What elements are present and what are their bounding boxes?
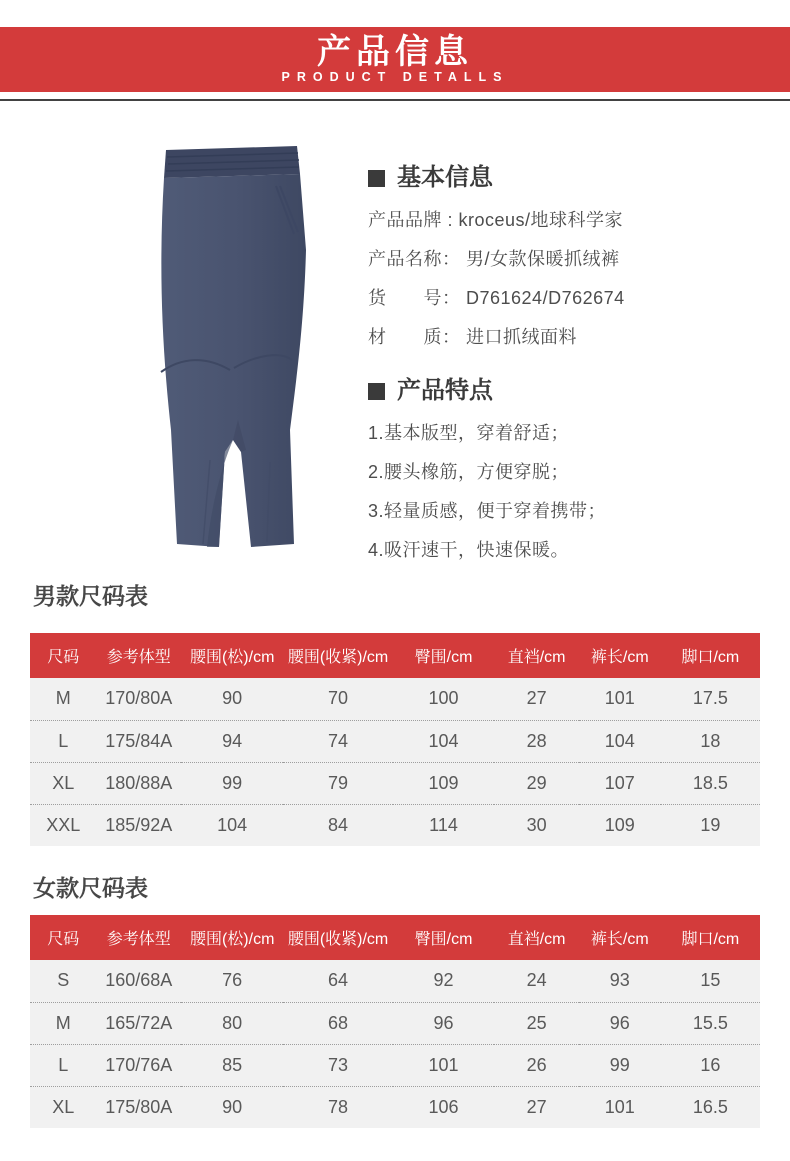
size-cell: 160/68A bbox=[96, 960, 181, 1002]
column-header: 参考体型 bbox=[96, 633, 181, 678]
column-header: 臀围/cm bbox=[393, 633, 494, 678]
size-cell: 29 bbox=[494, 762, 579, 804]
mens-size-table bbox=[30, 633, 760, 846]
banner-title: 产品信息 bbox=[317, 33, 473, 71]
size-cell: 90 bbox=[181, 1086, 283, 1128]
size-cell: 99 bbox=[579, 1044, 661, 1086]
size-cell: 15 bbox=[661, 960, 760, 1002]
features-heading bbox=[368, 377, 780, 405]
size-cell: 16.5 bbox=[661, 1086, 760, 1128]
size-row bbox=[30, 678, 760, 720]
page-banner bbox=[0, 27, 790, 92]
size-charts-section bbox=[0, 581, 790, 1147]
banner-subtitle: PRODUCT DETALLS bbox=[281, 70, 509, 84]
size-row bbox=[30, 1044, 760, 1086]
column-header: 裤长/cm bbox=[579, 633, 661, 678]
size-cell: 170/80A bbox=[96, 678, 181, 720]
size-cell: L bbox=[30, 720, 96, 762]
size-cell: 17.5 bbox=[661, 678, 760, 720]
size-cell: XL bbox=[30, 1086, 96, 1128]
womens-size-table-title: 女款尺码表 bbox=[33, 875, 148, 901]
size-cell: 104 bbox=[579, 720, 661, 762]
column-header: 直裆/cm bbox=[494, 915, 579, 960]
size-cell: 18.5 bbox=[661, 762, 760, 804]
womens-table-header-row bbox=[30, 915, 760, 960]
basic-info-line: 货 号： D761624/D762674 bbox=[368, 288, 625, 308]
size-cell: 79 bbox=[283, 762, 393, 804]
column-header: 腰围(收紧)/cm bbox=[283, 633, 393, 678]
feature-item: 3.轻量质感，便于穿着携带； bbox=[368, 501, 607, 521]
size-row bbox=[30, 1086, 760, 1128]
size-cell: 90 bbox=[181, 678, 283, 720]
feature-item: 2.腰头橡筋，方便穿脱； bbox=[368, 462, 570, 482]
basic-info-line: 材 质： 进口抓绒面料 bbox=[368, 327, 577, 347]
size-cell: 24 bbox=[494, 960, 579, 1002]
pants-image bbox=[60, 120, 360, 560]
size-cell: 107 bbox=[579, 762, 661, 804]
size-cell: 80 bbox=[181, 1002, 283, 1044]
feature-item: 4.吸汗速干，快速保暖。 bbox=[368, 540, 570, 560]
size-row bbox=[30, 1002, 760, 1044]
features-heading-text: 产品特点 bbox=[397, 377, 493, 404]
womens-table-body bbox=[30, 960, 760, 1128]
size-cell: 76 bbox=[181, 960, 283, 1002]
size-cell: 99 bbox=[181, 762, 283, 804]
mens-table-body bbox=[30, 678, 760, 846]
product-info-column bbox=[368, 120, 780, 560]
size-cell: 85 bbox=[181, 1044, 283, 1086]
size-cell: 109 bbox=[393, 762, 494, 804]
size-cell: 16 bbox=[661, 1044, 760, 1086]
column-header: 参考体型 bbox=[96, 915, 181, 960]
size-cell: 26 bbox=[494, 1044, 579, 1086]
size-row bbox=[30, 720, 760, 762]
size-cell: 96 bbox=[579, 1002, 661, 1044]
features-list bbox=[368, 414, 780, 570]
size-cell: 175/80A bbox=[96, 1086, 181, 1128]
size-cell: 27 bbox=[494, 1086, 579, 1128]
size-row bbox=[30, 762, 760, 804]
column-header: 臀围/cm bbox=[393, 915, 494, 960]
size-cell: 185/92A bbox=[96, 804, 181, 846]
column-header: 脚口/cm bbox=[661, 633, 760, 678]
basic-info-heading-text: 基本信息 bbox=[397, 164, 493, 191]
size-cell: 101 bbox=[579, 1086, 661, 1128]
size-cell: 78 bbox=[283, 1086, 393, 1128]
size-cell: S bbox=[30, 960, 96, 1002]
size-cell: 106 bbox=[393, 1086, 494, 1128]
size-cell: 25 bbox=[494, 1002, 579, 1044]
size-cell: 84 bbox=[283, 804, 393, 846]
size-cell: 15.5 bbox=[661, 1002, 760, 1044]
column-header: 尺码 bbox=[30, 915, 96, 960]
size-cell: 64 bbox=[283, 960, 393, 1002]
size-cell: 180/88A bbox=[96, 762, 181, 804]
mens-size-table-title: 男款尺码表 bbox=[33, 583, 148, 609]
size-cell: 101 bbox=[393, 1044, 494, 1086]
size-cell: 70 bbox=[283, 678, 393, 720]
size-row bbox=[30, 804, 760, 846]
size-cell: 73 bbox=[283, 1044, 393, 1086]
size-cell: 170/76A bbox=[96, 1044, 181, 1086]
feature-item: 1.基本版型，穿着舒适； bbox=[368, 423, 570, 443]
basic-info-list bbox=[368, 201, 780, 357]
size-cell: 93 bbox=[579, 960, 661, 1002]
column-header: 腰围(收紧)/cm bbox=[283, 915, 393, 960]
size-cell: 101 bbox=[579, 678, 661, 720]
size-cell: 96 bbox=[393, 1002, 494, 1044]
column-header: 脚口/cm bbox=[661, 915, 760, 960]
size-cell: 30 bbox=[494, 804, 579, 846]
column-header: 腰围(松)/cm bbox=[181, 633, 283, 678]
column-header: 尺码 bbox=[30, 633, 96, 678]
product-overview-section bbox=[0, 101, 790, 560]
size-cell: 92 bbox=[393, 960, 494, 1002]
size-cell: XL bbox=[30, 762, 96, 804]
size-cell: 19 bbox=[661, 804, 760, 846]
product-photo bbox=[60, 120, 360, 560]
size-cell: 94 bbox=[181, 720, 283, 762]
size-cell: 104 bbox=[181, 804, 283, 846]
size-cell: 28 bbox=[494, 720, 579, 762]
size-cell: 165/72A bbox=[96, 1002, 181, 1044]
column-header: 直裆/cm bbox=[494, 633, 579, 678]
size-cell: L bbox=[30, 1044, 96, 1086]
size-cell: 74 bbox=[283, 720, 393, 762]
column-header: 裤长/cm bbox=[579, 915, 661, 960]
size-cell: 114 bbox=[393, 804, 494, 846]
womens-size-table bbox=[30, 915, 760, 1128]
square-bullet-icon bbox=[368, 170, 385, 187]
basic-info-line: 产品名称： 男/女款保暖抓绒裤 bbox=[368, 249, 620, 269]
mens-table-header-row bbox=[30, 633, 760, 678]
size-cell: 104 bbox=[393, 720, 494, 762]
size-cell: M bbox=[30, 1002, 96, 1044]
size-cell: 175/84A bbox=[96, 720, 181, 762]
size-cell: 68 bbox=[283, 1002, 393, 1044]
basic-info-line: 产品品牌 : kroceus/地球科学家 bbox=[368, 210, 624, 230]
column-header: 腰围(松)/cm bbox=[181, 915, 283, 960]
basic-info-heading bbox=[368, 164, 780, 192]
size-cell: M bbox=[30, 678, 96, 720]
size-cell: 100 bbox=[393, 678, 494, 720]
size-cell: 27 bbox=[494, 678, 579, 720]
size-cell: 18 bbox=[661, 720, 760, 762]
square-bullet-icon bbox=[368, 383, 385, 400]
size-row bbox=[30, 960, 760, 1002]
size-cell: 109 bbox=[579, 804, 661, 846]
size-cell: XXL bbox=[30, 804, 96, 846]
